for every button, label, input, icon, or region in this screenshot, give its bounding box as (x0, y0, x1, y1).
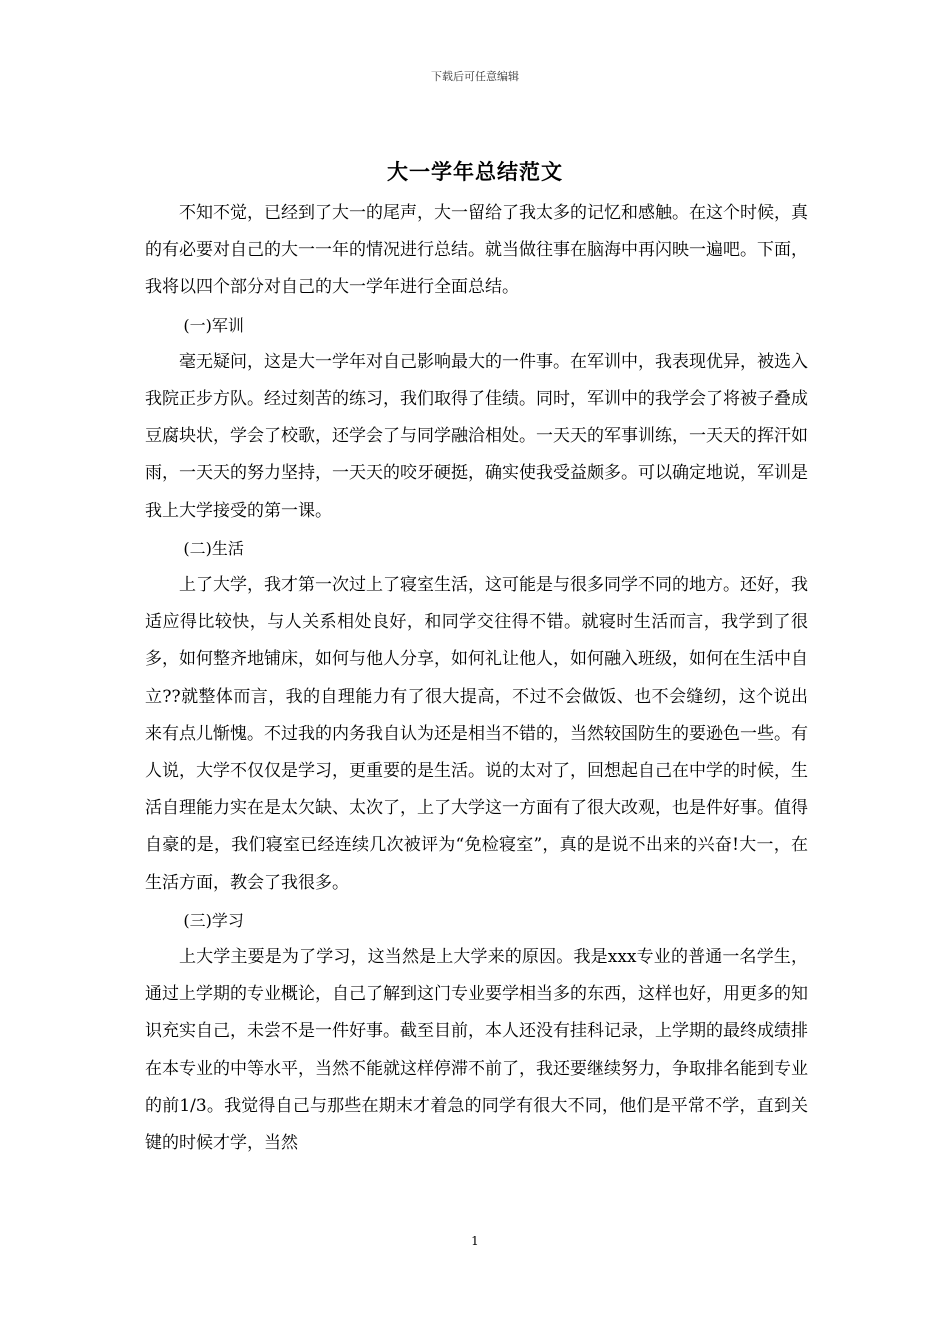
body-paragraph: 上了大学，我才第一次过上了寝室生活，这可能是与很多同学不同的地方。还好，我适应得比较快，与人关系相处良好，和同学交往得不错。就寝时生活而言，我学到了很多，如何整齐地铺床，如何与他人分享，如何礼让他人，如何融入班级，如何在生活中自立??就整体而言，我的自理能力有了很大提高，不过不会做饭、也不会缝纫，这个说出来有点儿惭愧。不过我的内务我自认为还是相当不错的，当然较国防生的要逊色一些。有人说，大学不仅仅是学习，更重要的是生活。说的太对了，回想起自己在中学的时候，生活自理能力实在是太欠缺、太次了，上了大学这一方面有了很大改观，也是件好事。值得自豪的是，我们寝室已经连续几次被评为“免检寝室”，真的是说不出来的兴奋!大一，在生活方面，教会了我很多。 (145, 575, 808, 893)
section-heading-study: (三)学习 (183, 910, 244, 930)
header-note: 下载后可任意编辑 (431, 70, 519, 83)
document-body (145, 195, 808, 1162)
body-paragraph: 不知不觉，已经到了大一的尾声，大一留给了我太多的记忆和感触。在这个时候，真的有必要对自己的大一一年的情况进行总结。就当做往事在脑海中再闪映一遍吧。下面，我将以四个部分对自己的大一学年进行全面总结。 (145, 203, 808, 298)
body-paragraph: 上大学主要是为了学习，这当然是上大学来的原因。我是xxx专业的普通一名学生，通过上学期的专业概论，自己了解到这门专业要学相当多的东西，这样也好，用更多的知识充实自己，未尝不是一件好事。截至目前，本人还没有挂科记录，上学期的最终成绩排在本专业的中等水平，当然不能就这样停滞不前了，我还要继续努力，争取排名能到专业的前1/3。我觉得自己与那些在期末才着急的同学有很大不同，他们是平常不学，直到关键的时候才学，当然 (145, 947, 808, 1154)
section-heading-life: (二)生活 (183, 538, 244, 558)
document-title: 大一学年总结范文 (387, 159, 563, 184)
page-number: 1 (471, 1234, 479, 1248)
section-heading-military-training: (一)军训 (183, 315, 244, 335)
body-paragraph: 毫无疑问，这是大一学年对自己影响最大的一件事。在军训中，我表现优异，被选入我院正步方队。经过刻苦的练习，我们取得了佳绩。同时，军训中的我学会了将被子叠成豆腐块状，学会了校歌，还学会了与同学融洽相处。一天天的军事训练，一天天的挥汗如雨，一天天的努力坚持，一天天的咬牙硬挺，确实使我受益颇多。可以确定地说，军训是我上大学接受的第一课。 (145, 351, 808, 521)
